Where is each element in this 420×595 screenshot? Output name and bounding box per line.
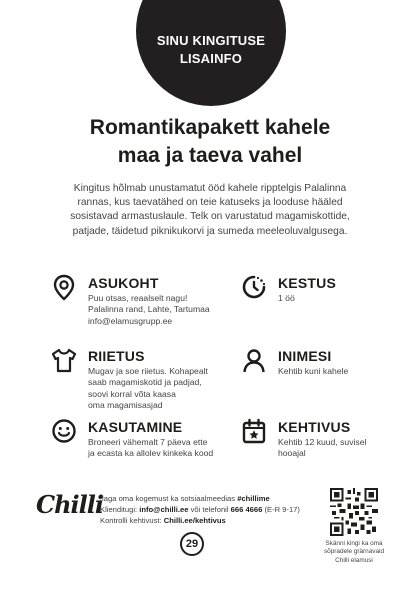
info-text: Kehtib 12 kuud, suvisel hooajal — [278, 437, 367, 459]
smiley-icon — [50, 417, 78, 445]
info-text: Kehtib kuni kahele — [278, 366, 349, 376]
page-number: 29 — [180, 532, 204, 556]
header-label: SINU KINGITUSE LISAINFO — [156, 33, 266, 66]
info-text: Broneeri vähemalt 7 päeva ette ja ecasta ka allolev kinkeka kood — [88, 437, 214, 459]
person-icon — [240, 346, 268, 374]
footer-share-line: Jaga oma kogemust ka sotsiaalmeedias #chillime — [100, 494, 270, 503]
info-text: 1 öö — [278, 293, 295, 303]
support-phone-link[interactable]: 666 4666 — [230, 505, 263, 514]
footer-validity-line: Kontrolli kehtivust: Chilli.ee/kehtivus — [100, 516, 226, 525]
location-pin-icon — [50, 273, 78, 301]
info-title: RIIETUS — [88, 348, 145, 364]
info-text: Puu otsas, reaalselt nagu! Palalinna rand, Lahte, Tartumaa info@elamusgrupp.ee — [88, 293, 210, 326]
info-title: KESTUS — [278, 275, 336, 291]
tshirt-icon — [50, 346, 78, 374]
info-title: ASUKOHT — [88, 275, 159, 291]
page-title: Romantikapakett kahele maa ja taeva vahel — [89, 116, 331, 167]
info-title: INIMESI — [278, 348, 332, 364]
calendar-star-icon — [240, 417, 268, 445]
info-title: KEHTIVUS — [278, 419, 351, 435]
info-text: Mugav ja soe riietus. Kohapealt saab magamiskotid ja padjad, soovi korral võta kaasa oma magamisasjad — [88, 366, 208, 411]
footer-support-line: Klienditugi: info@chilli.ee või telefonil 666 4666 (E-R 9-17) — [100, 505, 300, 514]
chilli-logo: Chilli — [36, 490, 104, 519]
footer-contact — [100, 493, 300, 526]
info-title: KASUTAMINE — [88, 419, 183, 435]
validity-link[interactable]: Chilli.ee/kehtivus — [163, 516, 226, 525]
qr-code-icon[interactable] — [330, 488, 378, 536]
clock-icon — [240, 273, 268, 301]
qr-caption: Skänni kingi ka oma sõpradele grärnavaid Chilli elamusi — [323, 540, 385, 564]
hashtag[interactable]: #chillime — [237, 494, 270, 503]
support-email-link[interactable]: info@chilli.ee — [139, 505, 189, 514]
intro-text: Kingitus hõlmab unustamatut ööd kahele ripptelgis Palalinna rannas, kus taevatähed on teie katuseks ja looduse hääled sosistavad armastuslaule. Telk on varustatud magamiskottide, patjade, täidetud piknikukorvi ja sumeda meeleoluvalgusega. — [70, 183, 350, 237]
